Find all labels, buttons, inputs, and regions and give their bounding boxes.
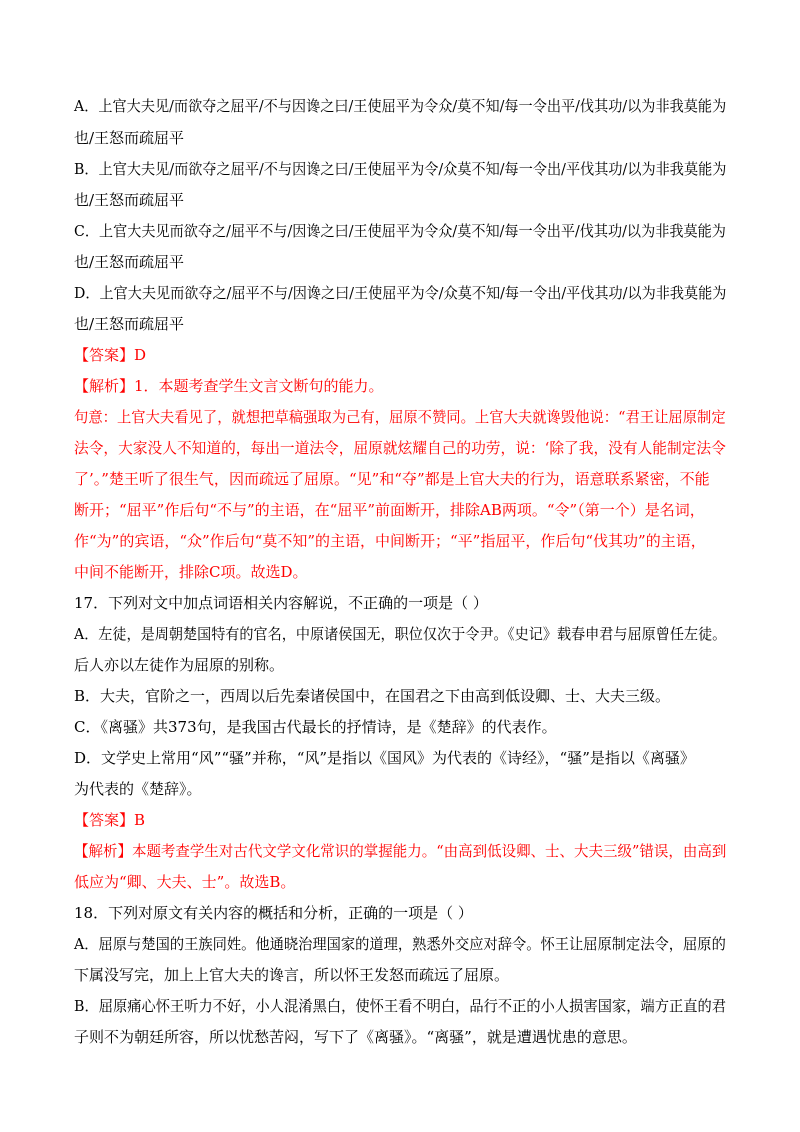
q17-option-b: B．大夫，官阶之一，西周以后先秦诸侯国中，在国君之下由高到低设卿、士、大夫三级。 [74, 687, 671, 705]
analysis-16-line-2: 法令，大家没人不知道的，每出一道法令，屈原就炫耀自己的功劳，说：‘除了我，没有人能制定法令 [74, 439, 726, 457]
q18-option-a-line-2: 下属没写完，加上上官大夫的谗言，所以怀王发怒而疏远了屈原。 [74, 966, 510, 984]
analysis-17-line-2: 低应为“卿、大夫、士”。故选B。 [74, 873, 296, 891]
q17-option-a-line-1: A．左徒，是周朝楚国特有的官名，中原诸侯国无，职位仅次于令尹。《史记》载春申君与屈原曾任左徒。 [74, 625, 727, 643]
option-d-line-1: D．上官大夫见而欲夺之/屈平不与/因谗之曰/王使屈平为令/众莫不知/每一令出/平伐其功/以为非我莫能为 [74, 284, 727, 302]
question-17: 17．下列对文中加点词语相关内容解说，不正确的一项是（ ） [74, 594, 488, 612]
analysis-16-line-3: 了’。”楚王听了很生气，因而疏远了屈原。“见”和“夺”都是上官大夫的行为，语意联系紧密，不能 [74, 470, 710, 488]
option-b-line-2: 也/王怒而疏屈平 [74, 191, 185, 209]
analysis-16-line-1: 句意：上官大夫看见了，就想把草稿强取为己有，屈原不赞同。上官大夫就谗毁他说：“君王让屈原制定 [74, 408, 726, 426]
q18-option-a-line-1: A．屈原与楚国的王族同姓。他通晓治理国家的道理，熟悉外交应对辞令。怀王让屈原制定法令，屈原的 [74, 935, 726, 953]
answer-17: 【答案】B [74, 811, 146, 829]
q18-option-b-line-2: 子则不为朝廷所容，所以忧愁苦闷，写下了《离骚》。“离骚”，就是遭遇忧患的意思。 [74, 1028, 637, 1046]
q17-option-d-line-2: 为代表的《楚辞》。 [74, 780, 202, 798]
analysis-16-heading: 【解析】1．本题考查学生文言文断句的能力。 [74, 377, 384, 395]
q17-option-d-line-1: D．文学史上常用“风”“骚”并称，“风”是指以《国风》为代表的《诗经》，“骚”是指以《离骚》 [74, 749, 695, 767]
question-18: 18．下列对原文有关内容的概括和分析，正确的一项是（ ） [74, 904, 473, 922]
analysis-16-line-6: 中间不能断开，排除C项。故选D。 [74, 563, 308, 581]
analysis-16-line-4: 断开；“屈平”作后句“不与”的主语，在“屈平”前面断开，排除AB两项。“令”（第一个）是名词， [74, 501, 705, 519]
answer-16: 【答案】D [74, 346, 147, 364]
q18-option-b-line-1: B．屈原痛心怀王听力不好，小人混淆黑白，使怀王看不明白，品行不正的小人损害国家，端方正直的君 [74, 997, 727, 1015]
option-d-line-2: 也/王怒而疏屈平 [74, 315, 185, 333]
option-a-line-2: 也/王怒而疏屈平 [74, 129, 185, 147]
option-a-line-1: A．上官大夫见/而欲夺之屈平/不与因谗之曰/王使屈平为令众/莫不知/每一令出平/伐其功/以为非我莫能为 [74, 97, 727, 115]
q17-option-c: C．《离骚》共373句，是我国古代最长的抒情诗，是《楚辞》的代表作。 [74, 718, 557, 736]
option-c-line-2: 也/王怒而疏屈平 [74, 253, 185, 271]
option-c-line-1: C．上官大夫见而欲夺之/屈平不与/因谗之曰/王使屈平为令众/莫不知/每一令出平/伐其功/以为非我莫能为 [74, 222, 726, 240]
analysis-17-line-1: 【解析】本题考查学生对古代文学文化常识的掌握能力。“由高到低设卿、士、大夫三级”错误，由高到 [74, 842, 727, 860]
analysis-16-line-5: 作“为”的宾语，“众”作后句“莫不知”的主语，中间断开；“平”指屈平，作后句“伐其功”的主语， [74, 532, 706, 550]
option-b-line-1: B．上官大夫见/而欲夺之屈平/不与因谗之曰/王使屈平为令/众莫不知/每一令出/平伐其功/以为非我莫能为 [74, 160, 727, 178]
q17-option-a-line-2: 后人亦以左徒作为屈原的别称。 [74, 656, 285, 674]
